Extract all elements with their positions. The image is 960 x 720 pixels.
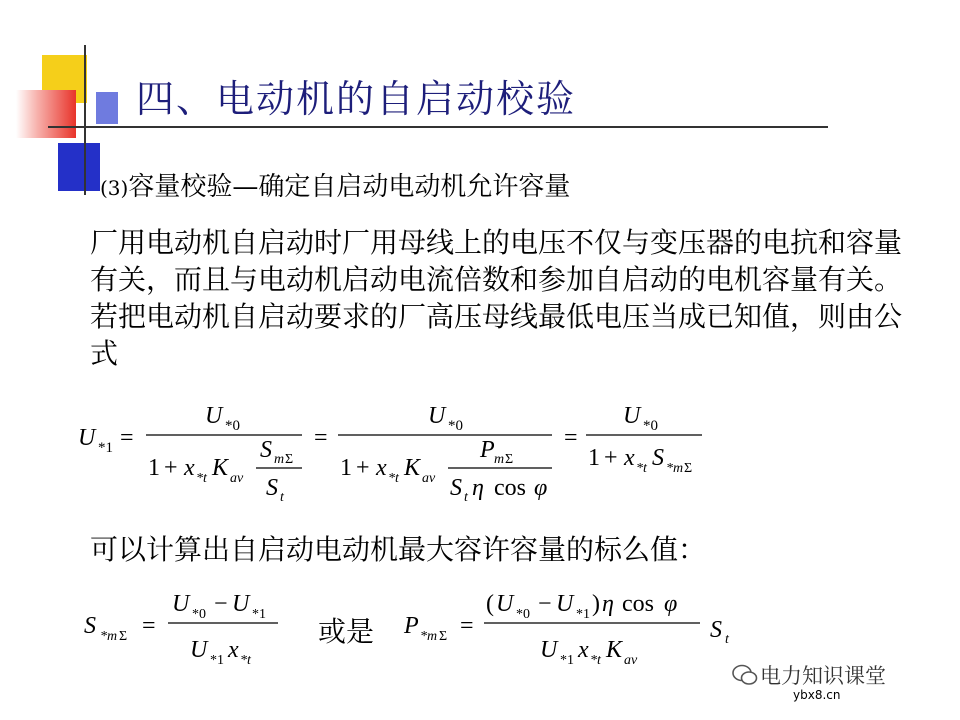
svg-text:K: K — [606, 637, 623, 663]
svg-text:*0: *0 — [516, 607, 530, 622]
svg-text:t: t — [280, 490, 284, 505]
svg-text:−: − — [538, 591, 552, 617]
svg-text:U: U — [428, 403, 446, 429]
svg-text:U: U — [496, 591, 514, 617]
svg-text:φ: φ — [664, 591, 678, 617]
body-paragraph-2: 可以计算出自启动电动机最大容许容量的标么值： — [90, 533, 707, 566]
svg-text:S: S — [84, 613, 96, 639]
svg-text:*0: *0 — [448, 418, 463, 434]
svg-text:U: U — [623, 403, 641, 429]
svg-text:=: = — [120, 425, 134, 451]
svg-text:*t: *t — [196, 471, 207, 486]
svg-text:η: η — [472, 475, 484, 501]
or-text: 或是 — [318, 615, 375, 648]
svg-text:*0: *0 — [192, 607, 206, 622]
svg-text:): ) — [592, 591, 600, 617]
subtitle-text: 容量校验—确定自启动电动机允许容量 — [128, 172, 571, 202]
svg-text:x: x — [184, 455, 195, 481]
section-subtitle — [100, 166, 570, 203]
svg-text:t: t — [725, 632, 729, 647]
svg-text:1: 1 — [340, 455, 352, 481]
svg-text:x: x — [376, 455, 387, 481]
svg-text:S: S — [710, 617, 722, 643]
svg-text:=: = — [142, 613, 156, 639]
svg-text:1: 1 — [588, 445, 600, 471]
formula-capacity-s — [80, 585, 300, 675]
svg-text:+: + — [604, 445, 618, 471]
svg-text:=: = — [314, 425, 328, 451]
svg-text:=: = — [460, 613, 474, 639]
svg-text:x: x — [228, 637, 239, 663]
svg-text:−: − — [214, 591, 228, 617]
svg-text:*t: *t — [240, 653, 251, 668]
svg-text:U: U — [190, 637, 208, 663]
svg-text:*0: *0 — [225, 418, 240, 434]
svg-text:Σ: Σ — [684, 461, 693, 476]
svg-text:Σ: Σ — [439, 629, 448, 644]
svg-text:*m: *m — [666, 461, 684, 476]
svg-text:U: U — [78, 425, 96, 451]
svg-text:*t: *t — [636, 461, 647, 476]
svg-text:t: t — [464, 490, 468, 505]
svg-text:*m: *m — [420, 629, 438, 644]
svg-text:m: m — [494, 452, 505, 467]
svg-text:x: x — [624, 445, 635, 471]
decor-red-square — [16, 90, 76, 138]
svg-text:Σ: Σ — [285, 452, 294, 467]
svg-text:K: K — [404, 455, 421, 481]
svg-text:U: U — [540, 637, 558, 663]
svg-text:x: x — [578, 637, 589, 663]
svg-text:*t: *t — [590, 653, 601, 668]
svg-text:U: U — [205, 403, 223, 429]
svg-text:av: av — [230, 471, 244, 486]
svg-text:m: m — [274, 452, 285, 467]
svg-text:1: 1 — [148, 455, 160, 481]
svg-text:η: η — [602, 591, 614, 617]
svg-text:+: + — [356, 455, 370, 481]
svg-text:P: P — [404, 613, 419, 639]
watermark-url: ybx8.cn — [790, 688, 843, 702]
svg-text:Σ: Σ — [119, 629, 128, 644]
formula-voltage — [70, 395, 720, 515]
svg-text:K: K — [212, 455, 229, 481]
svg-text:(: ( — [486, 591, 494, 617]
svg-text:cos: cos — [494, 475, 526, 501]
watermark-brand: 电力知识课堂 — [760, 664, 886, 688]
svg-text:P: P — [480, 437, 495, 463]
svg-text:*t: *t — [388, 471, 399, 486]
decor-vertical-line — [84, 45, 86, 195]
svg-text:S: S — [266, 475, 278, 501]
svg-text:U: U — [232, 591, 250, 617]
svg-text:*1: *1 — [252, 607, 266, 622]
wechat-logo-icon — [732, 664, 758, 686]
body-paragraph: 厂用电动机自启动时厂用母线上的电压不仅与变压器的电抗和容量有关，而且与电动机启动电流倍数和参加自启动的电机容量有关。若把电动机自启动要求的厂高压母线最低电压当成已知值，则由公式 — [90, 226, 903, 370]
svg-text:S: S — [260, 437, 272, 463]
svg-text:=: = — [564, 425, 578, 451]
svg-text:S: S — [652, 445, 664, 471]
slide-title: 四、电动机的自启动校验 — [136, 77, 577, 121]
svg-text:φ: φ — [534, 475, 548, 501]
subtitle-number: (3) — [100, 176, 129, 200]
formula-capacity-p — [400, 585, 750, 675]
svg-text:av: av — [624, 653, 638, 668]
decor-blue-small-square — [96, 92, 118, 124]
svg-text:U: U — [172, 591, 190, 617]
decor-blue-square — [58, 143, 100, 191]
svg-text:*1: *1 — [560, 653, 574, 668]
svg-text:cos: cos — [622, 591, 654, 617]
svg-text:*1: *1 — [576, 607, 590, 622]
svg-text:Σ: Σ — [505, 452, 514, 467]
svg-text:U: U — [556, 591, 574, 617]
svg-text:S: S — [450, 475, 462, 501]
title-underline — [48, 126, 828, 128]
svg-text:*1: *1 — [98, 440, 113, 456]
svg-text:*m: *m — [100, 629, 118, 644]
svg-text:*0: *0 — [643, 418, 658, 434]
svg-text:av: av — [422, 471, 436, 486]
svg-text:+: + — [164, 455, 178, 481]
svg-text:*1: *1 — [210, 653, 224, 668]
